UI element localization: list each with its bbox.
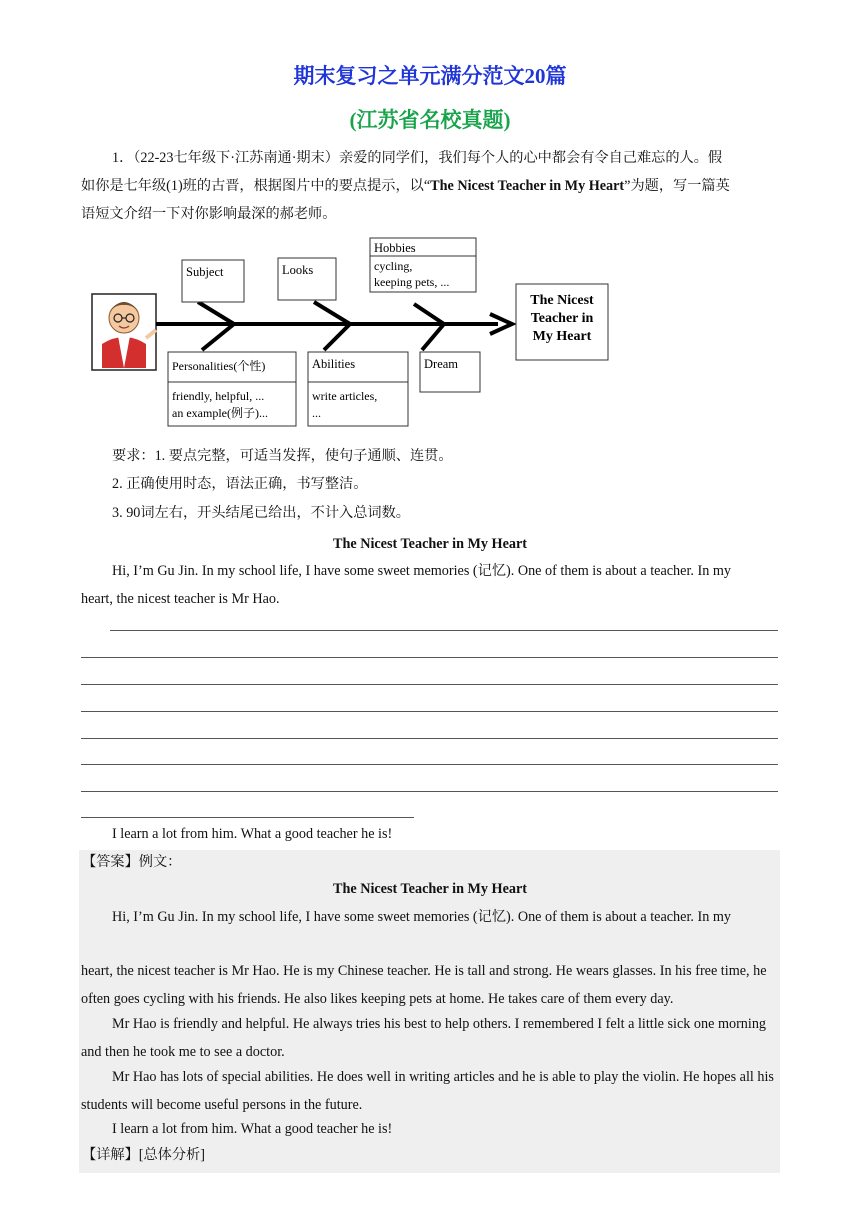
requirement-2: 2. 正确使用时态，语法正确，书写整洁。	[112, 476, 368, 492]
question-text-b: 如你是七年级(1)班的古晋，根据图片中的要点提示，以“	[81, 178, 431, 194]
writing-line	[81, 817, 414, 818]
personalities-detail-2: an example(例子)...	[172, 406, 268, 420]
answer-p3: Mr Hao has lots of special abilities. He does well in writing articles and he is able to play the violin. He hopes all his students will become useful persons in the future.	[81, 1069, 774, 1113]
requirement-3: 3. 90词左右，开头结尾已给出，不计入总词数。	[112, 505, 410, 521]
personalities-box	[168, 352, 296, 426]
opening-line-1: Hi, I’m Gu Jin. In my school life, I have some sweet memories (记忆). One of them is about a teacher. In my	[112, 563, 731, 579]
hobbies-detail-2: keeping pets, ...	[374, 275, 450, 289]
page-subtitle: (江苏省名校真题)	[349, 108, 511, 132]
teacher-image	[92, 294, 156, 370]
subject-label: Subject	[186, 265, 224, 279]
question-text-d: 语短文介绍一下对你影响最深的郝老师。	[81, 206, 337, 222]
answer-title: The Nicest Teacher in My Heart	[333, 881, 527, 897]
fishbone-diagram	[88, 236, 628, 432]
head-line-2: Teacher in	[530, 311, 594, 326]
looks-label: Looks	[282, 263, 314, 277]
abilities-detail-1: write articles,	[312, 389, 378, 403]
question-text-a: 亲爱的同学们，我们每个人的心中都会有令自己难忘的人。假	[339, 150, 723, 166]
requirement-1: 要求：1. 要点完整，可适当发挥，使句子通顺、连贯。	[112, 448, 453, 464]
question-prompt	[81, 144, 779, 228]
opening-line-2: heart, the nicest teacher is Mr Hao.	[81, 591, 280, 607]
dream-box	[420, 352, 480, 392]
personalities-label: Personalities(个性)	[172, 359, 266, 373]
question-source: （22-23七年级下·江苏南通·期末）	[133, 150, 339, 166]
answer-p2: Mr Hao is friendly and helpful. He always tries his best to help others. I remembered I felt a little sick one morning and then he took me to see a doctor.	[81, 1016, 767, 1060]
detail-label: 【详解】[总体分析]	[82, 1147, 205, 1163]
head-line-3: My Heart	[532, 329, 592, 344]
abilities-box	[308, 352, 408, 426]
looks-box	[278, 258, 336, 300]
question-text-c: ”为题，写一篇英	[624, 178, 730, 194]
hobbies-detail-1: cycling,	[374, 259, 413, 273]
subject-box	[182, 260, 244, 302]
question-title-bold: The Nicest Teacher in My Heart	[430, 178, 625, 194]
page-title: 期末复习之单元满分范文20篇	[293, 64, 567, 88]
head-box	[516, 284, 608, 360]
personalities-detail-1: friendly, helpful, ...	[172, 389, 265, 403]
writing-line	[81, 711, 778, 712]
essay-closing: I learn a lot from him. What a good teacher he is!	[112, 826, 393, 842]
hobbies-label: Hobbies	[374, 241, 416, 255]
writing-line	[81, 764, 778, 765]
abilities-detail-2: ...	[312, 406, 321, 420]
abilities-label: Abilities	[312, 357, 356, 371]
question-number: 1．	[112, 150, 134, 166]
hobbies-box	[370, 238, 476, 292]
writing-line	[81, 738, 778, 739]
writing-line	[81, 791, 778, 792]
dream-label: Dream	[424, 357, 459, 371]
answer-p1-rest: heart, the nicest teacher is Mr Hao. He is my Chinese teacher. He is tall and strong. He wears glasses. In his free time, he often goes cycling with his friends. He also likes keeping pets at home. He takes care of them every day.	[81, 963, 767, 1007]
writing-line	[81, 684, 778, 685]
writing-line	[110, 630, 778, 631]
essay-opening	[81, 557, 779, 613]
writing-line	[81, 657, 778, 658]
head-line-1: The Nicest	[530, 293, 594, 308]
answer-label: 【答案】例文：	[82, 854, 182, 870]
answer-p4: I learn a lot from him. What a good teacher he is!	[112, 1121, 393, 1137]
essay-title: The Nicest Teacher in My Heart	[333, 536, 527, 552]
answer-p1-line1: Hi, I’m Gu Jin. In my school life, I have some sweet memories (记忆). One of them is about a teacher. In my	[112, 909, 731, 925]
